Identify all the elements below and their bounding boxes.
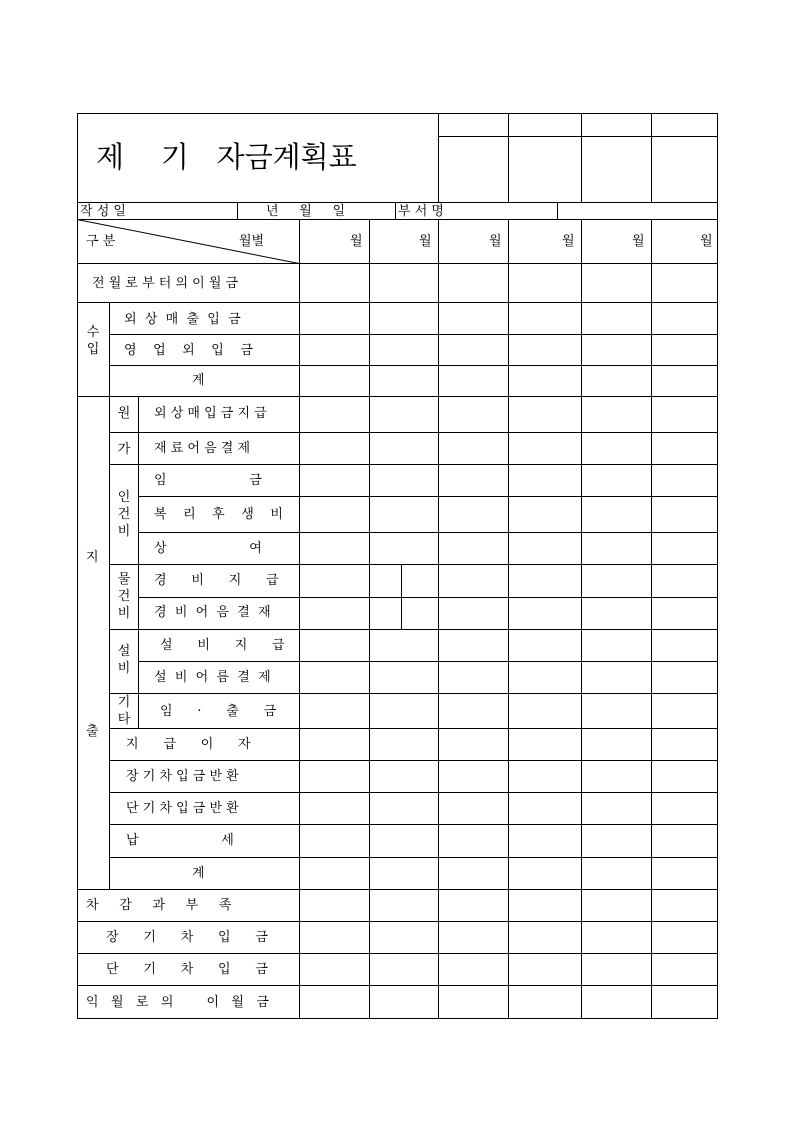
row-nextmonth: 익 월 로 의 이 월 금 <box>86 995 269 1010</box>
corner-month-label: 월별 <box>239 234 265 249</box>
form-title: 제 기 자금계획표 <box>96 140 357 174</box>
row-goods-expense: 경 비 지 급 <box>154 573 279 588</box>
row-short-repay: 단 기 차 입 금 반 환 <box>126 801 239 816</box>
section-expense-bottom: 출 <box>86 724 99 739</box>
row-expense-total: 계 <box>192 866 205 881</box>
month-header: 월 <box>632 234 645 249</box>
month-header: 월 <box>562 234 575 249</box>
dept-label: 부 서 명 <box>398 204 444 219</box>
row-long-borrow: 장 기 차 입 금 <box>106 930 268 945</box>
section-expense-top: 지 <box>86 550 99 565</box>
group-labor: 인건비 <box>117 490 131 539</box>
row-income-sales: 외 상 매 출 입 금 <box>124 312 241 327</box>
row-cost-material: 재 료 어 음 결 제 <box>154 441 251 456</box>
row-labor-bonus: 상 여 <box>154 541 262 556</box>
row-labor-welfare: 복 리 후 생 비 <box>154 507 283 522</box>
row-interest: 지 급 이 자 <box>126 737 251 752</box>
row-facility-pay: 설 비 지 급 <box>160 638 285 653</box>
row-income-nonop: 영 업 외 입 금 <box>124 343 253 358</box>
group-facility: 설비 <box>117 644 131 676</box>
month-header: 월 <box>489 234 502 249</box>
corner-category-label: 구 분 <box>86 234 116 249</box>
row-tax: 납 세 <box>126 833 234 848</box>
row-facility-bill: 설 비 어 름 결 제 <box>154 670 271 685</box>
date-label: 작 성 일 <box>80 204 126 219</box>
section-income: 수입 <box>86 325 100 357</box>
row-long-repay: 장 기 차 입 금 반 환 <box>126 769 239 784</box>
row-short-borrow: 단 기 차 입 금 <box>106 962 268 977</box>
row-income-total: 계 <box>192 373 205 388</box>
group-other: 기타 <box>117 695 131 727</box>
group-cost-label-1: 원 <box>117 406 131 421</box>
group-cost-label-2: 가 <box>117 442 131 457</box>
row-cost-purchase: 외 상 매 입 금 지 급 <box>154 406 267 421</box>
date-value: 년 월 일 <box>266 204 345 219</box>
row-labor-wage: 임 금 <box>154 473 262 488</box>
row-goods-bill: 경 비 어 음 결 재 <box>154 605 271 620</box>
group-goods: 물건비 <box>117 572 131 621</box>
row-balance: 차 감 과 부 족 <box>86 898 232 913</box>
row-other-inout: 임 · 출 금 <box>160 704 277 719</box>
row-carryover: 전 월 로 부 터 의 이 월 금 <box>92 276 239 291</box>
month-header: 월 <box>700 234 713 249</box>
month-header: 월 <box>350 234 363 249</box>
month-header: 월 <box>419 234 432 249</box>
